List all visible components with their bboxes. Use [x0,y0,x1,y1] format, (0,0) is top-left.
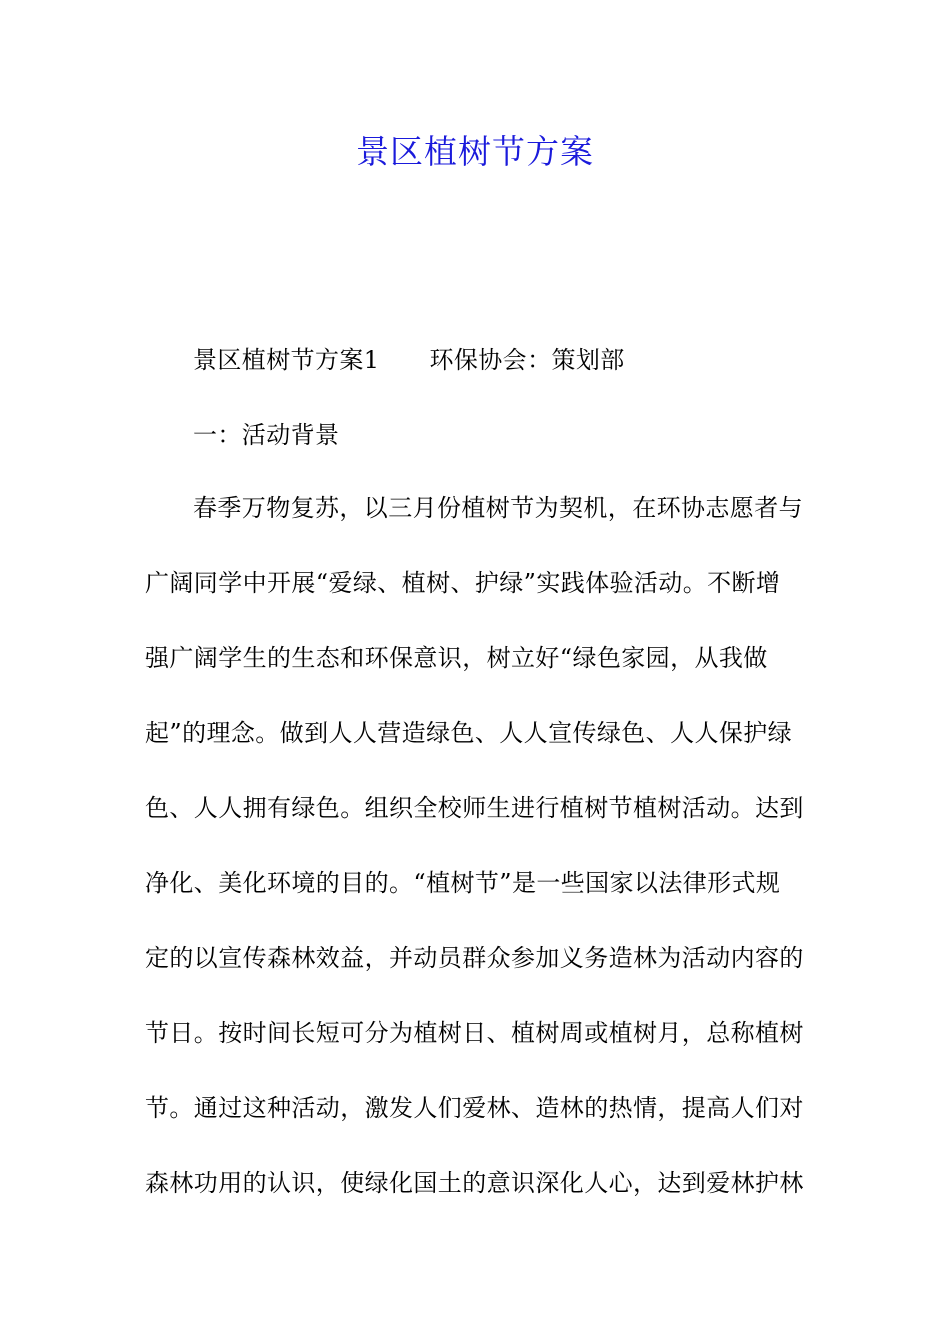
section-heading: 一：活动背景 [193,421,340,449]
paragraph-line: 定的以宣传森林效益，并动员群众参加义务造林为活动内容的 [145,944,804,972]
paragraph-line: 春季万物复苏，以三月份植树节为契机，在环协志愿者与 [193,494,803,522]
paragraph-line: 森林功用的认识，使绿化国土的意识深化人心，达到爱林护林 [145,1169,804,1197]
subtitle-organizer: 环保协会：策划部 [429,346,625,374]
document-title: 景区植树节方案 [356,132,594,171]
paragraph-line: 节日。按时间长短可分为植树日、植树周或植树月，总称植树 [145,1019,804,1047]
paragraph-line: 净化、美化环境的目的。“植树节”是一些国家以法律形式规 [145,869,781,897]
paragraph-line: 广阔同学中开展“爱绿、植树、护绿”实践体验活动。不断增 [145,569,781,597]
paragraph-line: 强广阔学生的生态和环保意识，树立好“绿色家园，从我做 [145,644,768,672]
paragraph-line: 起”的理念。做到人人营造绿色、人人宣传绿色、人人保护绿 [145,719,793,747]
paragraph-line: 节。通过这种活动，激发人们爱林、造林的热情，提高人们对 [145,1094,804,1122]
paragraph-line: 色、人人拥有绿色。组织全校师生进行植树节植树活动。达到 [145,794,804,822]
subtitle-line [193,342,807,378]
subtitle-plan-name: 景区植树节方案1 [193,346,380,374]
